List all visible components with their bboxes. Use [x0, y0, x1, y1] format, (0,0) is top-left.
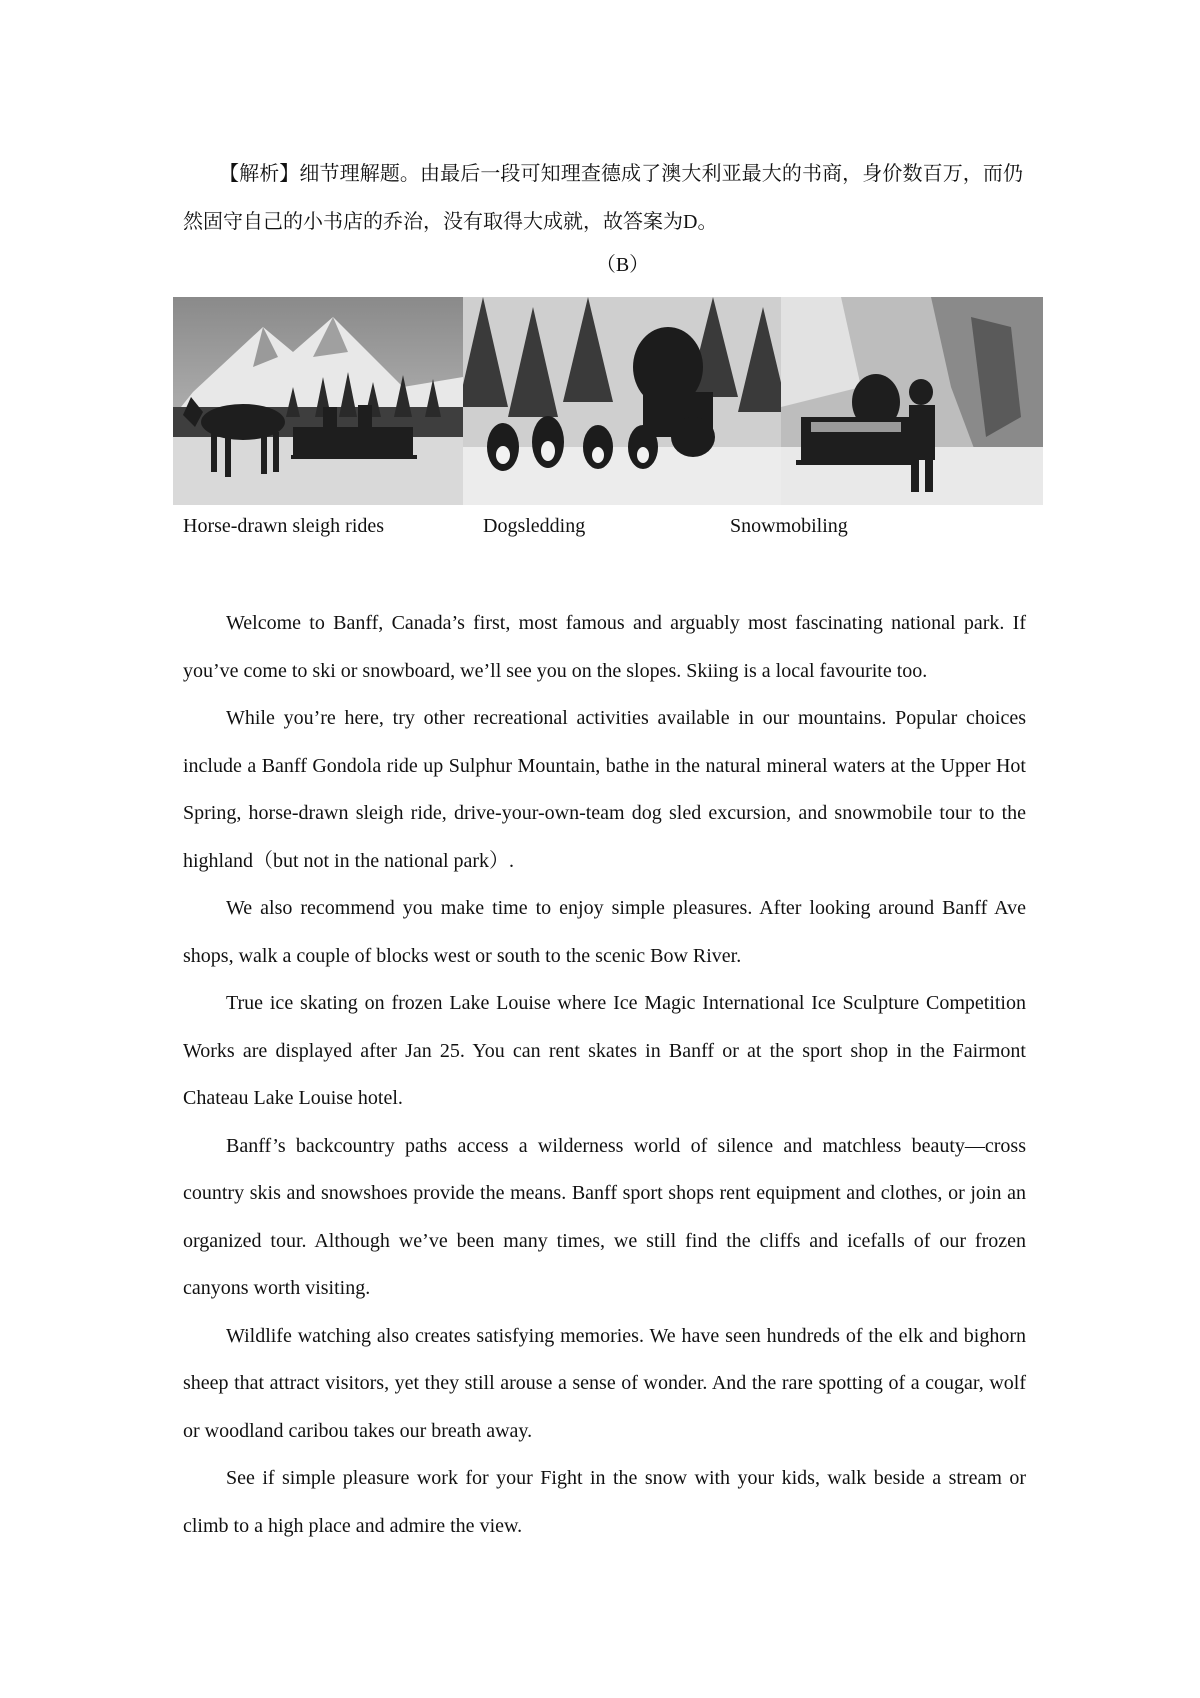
- paragraph-1: Welcome to Banff, Canada’s first, most famous and arguably most fascinating national park. If you’ve come to ski or snowboard, we’ll see you on the slopes. Skiing is a local favourite too.: [183, 612, 1026, 682]
- photo-captions: [0, 515, 1200, 545]
- section-label: （B）: [595, 254, 650, 276]
- photo-dogsledding: [463, 297, 781, 505]
- photo-strip: [173, 297, 1043, 505]
- paragraph-3: We also recommend you make time to enjoy simple pleasures. After looking around Banff Ave shops, walk a couple of blocks west or south to the scenic Bow River.: [183, 897, 1026, 967]
- paragraph-7: See if simple pleasure work for your Fight in the snow with your kids, walk beside a stream or climb to a high place and admire the view.: [183, 1467, 1026, 1537]
- paragraph-5: Banff’s backcountry paths access a wilderness world of silence and matchless beauty—cross country skis and snowshoes provide the means. Banff sport shops rent equipment and clothes, or join an organized tour. Although we’ve been many times, we still find the cliffs and icefalls of our frozen canyons worth visiting.: [183, 1134, 1026, 1299]
- photo-horse-sleigh: [173, 297, 463, 505]
- paragraph-4: True ice skating on frozen Lake Louise where Ice Magic International Ice Sculpture Competition Works are displayed after Jan 25. You can rent skates in Banff or at the sport shop in the Fairmont Chateau Lake Louise hotel.: [183, 992, 1026, 1109]
- analysis-paragraph: 【解析】细节理解题。由最后一段可知理查德成了澳大利亚最大的书商，身价数百万，而仍然固守自己的小书店的乔治，没有取得大成就，故答案为D。: [183, 163, 1023, 233]
- caption-snowmobiling: Snowmobiling: [730, 515, 848, 537]
- paragraph-6: Wildlife watching also creates satisfying memories. We have seen hundreds of the elk and bighorn sheep that attract visitors, yet they still arouse a sense of wonder. And the rare spotting of a cougar, wolf or woodland caribou takes our breath away.: [183, 1324, 1026, 1442]
- article-body: [183, 600, 1026, 1550]
- caption-dogsledding: Dogsledding: [483, 515, 586, 537]
- photo-snowmobiling: [781, 297, 1043, 505]
- caption-horse-sleigh: Horse-drawn sleigh rides: [183, 515, 385, 537]
- paragraph-2: While you’re here, try other recreational activities available in our mountains. Popular choices include a Banff Gondola ride up Sulphur Mountain, bathe in the natural mineral waters at the Upper Hot Spring, horse-drawn sleigh ride, drive-your-own-team dog sled excursion, and snowmobile tour to the highland（but not in the national park）.: [183, 707, 1026, 872]
